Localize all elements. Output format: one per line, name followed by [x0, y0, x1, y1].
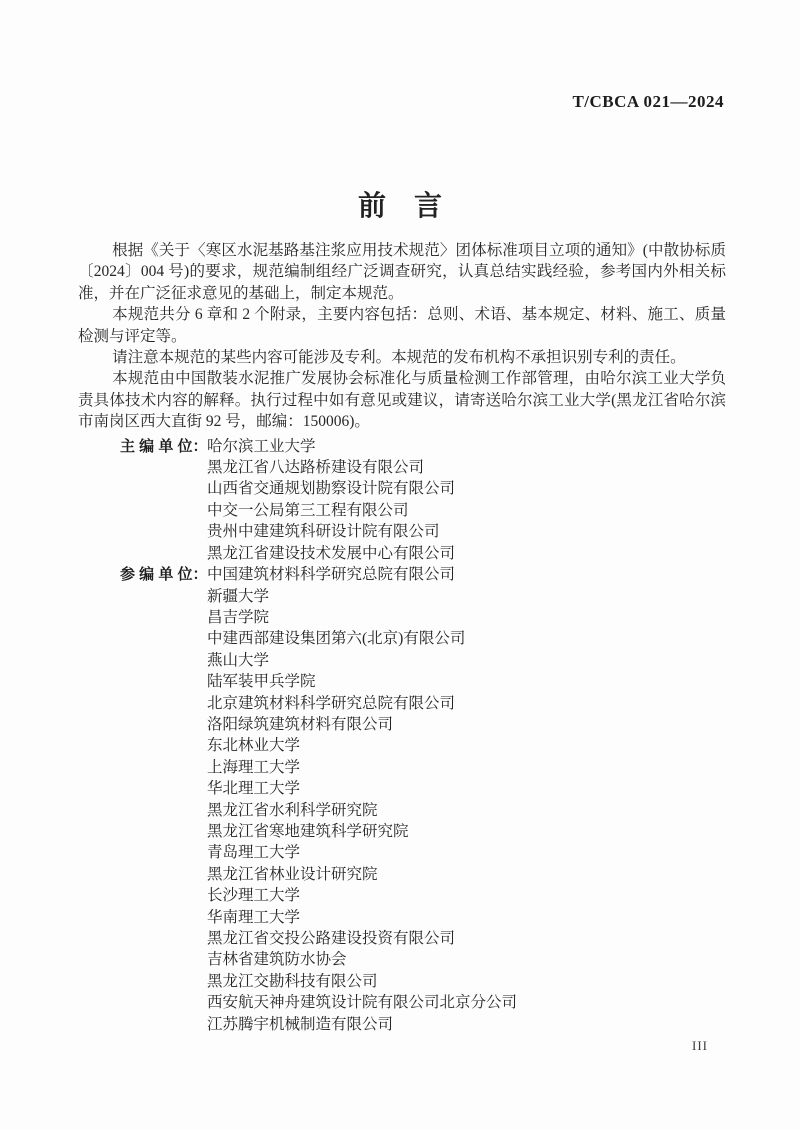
chief-editor-row	[120, 436, 726, 457]
co-editor-row	[120, 1014, 726, 1035]
co-editor-row	[120, 735, 726, 756]
label-spacer	[120, 671, 207, 692]
chief-editor-row	[120, 500, 726, 521]
label-spacer	[120, 500, 207, 521]
paragraph-patent-notice: 请注意本规范的某些内容可能涉及专利。本规范的发布机构不承担识别专利的责任。	[112, 349, 686, 367]
label-spacer	[120, 693, 207, 714]
label-spacer	[120, 457, 207, 478]
page-number: III	[692, 1038, 708, 1053]
label-spacer	[120, 628, 207, 649]
label-spacer	[120, 757, 207, 778]
unit-name: 昌吉学院	[207, 608, 270, 626]
label-spacer	[120, 735, 207, 756]
unit-name: 山西省交通规划勘察设计院有限公司	[207, 480, 456, 498]
paragraph-basis: 根据《关于〈寒区水泥基路基注浆应用技术规范〉团体标准项目立项的通知》(中散协标质〔2024〕004 号)的要求，规范编制组经广泛调查研究，认真总结实践经验，参考国内外相关标准，并在广泛征求意见的基础上，制定本规范。	[78, 242, 726, 302]
chief-editor-row	[120, 457, 726, 478]
unit-name: 燕山大学	[207, 651, 270, 669]
unit-name: 上海理工大学	[207, 758, 301, 776]
label-spacer	[120, 778, 207, 799]
unit-name: 黑龙江省水利科学研究院	[207, 801, 378, 819]
chief-editor-row	[120, 543, 726, 564]
label-spacer	[120, 971, 207, 992]
co-editor-row	[120, 928, 726, 949]
label-spacer	[120, 800, 207, 821]
label-spacer	[120, 928, 207, 949]
co-editor-row	[120, 949, 726, 970]
label-spacer	[120, 1014, 207, 1035]
co-editor-row	[120, 671, 726, 692]
unit-name: 贵州中建建筑科研设计院有限公司	[207, 523, 440, 541]
label-spacer	[120, 821, 207, 842]
co-editor-row	[120, 842, 726, 863]
co-editors-label: 参 编 单 位：	[120, 566, 208, 584]
co-editor-row	[120, 628, 726, 649]
co-editor-row	[120, 757, 726, 778]
label-spacer	[120, 478, 207, 499]
unit-name: 陆军装甲兵学院	[207, 673, 316, 691]
unit-name: 黑龙江省交投公路建设投资有限公司	[207, 930, 456, 947]
co-editor-row	[120, 864, 726, 885]
label-spacer	[120, 586, 207, 607]
unit-name: 长沙理工大学	[207, 887, 301, 905]
paragraph-scope: 本规范共分 6 章和 2 个附录，主要内容包括：总则、术语、基本规定、材料、施工、质量检测与评定等。	[78, 306, 726, 345]
page-title: 前 言	[357, 189, 442, 221]
label-spacer	[120, 864, 207, 885]
co-editor-row	[120, 971, 726, 992]
unit-name: 吉林省建筑防水协会	[207, 951, 347, 969]
chief-editor-row	[120, 521, 726, 542]
label-spacer	[120, 521, 207, 542]
co-editor-row	[120, 778, 726, 799]
unit-name: 中交一公局第三工程有限公司	[207, 501, 409, 519]
unit-name: 华北理工大学	[207, 780, 301, 798]
co-editor-row	[120, 885, 726, 906]
unit-name: 江苏腾宇机械制造有限公司	[207, 1015, 394, 1033]
unit-name: 东北林业大学	[207, 737, 301, 755]
co-editor-row	[120, 992, 726, 1013]
unit-name: 黑龙江交勘科技有限公司	[207, 972, 378, 990]
unit-name: 黑龙江省寒地建筑科学研究院	[207, 822, 409, 840]
unit-name: 黑龙江省建设技术发展中心有限公司	[207, 544, 456, 562]
label-spacer	[120, 714, 207, 735]
editing-units-list	[120, 436, 726, 1035]
standard-number: T/CBCA 021—2024	[572, 92, 724, 111]
co-editor-row	[120, 564, 726, 585]
co-editor-row	[120, 607, 726, 628]
unit-name: 新疆大学	[207, 587, 270, 605]
unit-name: 西安航天神舟建筑设计院有限公司北京分公司	[207, 994, 518, 1012]
co-editor-row	[120, 586, 726, 607]
unit-name: 华南理工大学	[207, 908, 301, 926]
co-editor-row	[120, 693, 726, 714]
chief-editors-label: 主 编 单 位：	[120, 437, 208, 455]
unit-name: 哈尔滨工业大学	[207, 437, 316, 455]
foreword-body	[78, 240, 726, 1035]
unit-name: 中国建筑材料科学研究总院有限公司	[207, 566, 456, 584]
unit-name: 洛阳绿筑建筑材料有限公司	[207, 715, 394, 733]
co-editor-row	[120, 650, 726, 671]
unit-name: 中建西部建设集团第六(北京)有限公司	[207, 630, 466, 648]
co-editor-row	[120, 907, 726, 928]
unit-name: 黑龙江省八达路桥建设有限公司	[207, 459, 425, 477]
unit-name: 黑龙江省林业设计研究院	[207, 865, 378, 883]
unit-name: 北京建筑材料科学研究总院有限公司	[207, 694, 456, 712]
co-editor-row	[120, 821, 726, 842]
label-spacer	[120, 885, 207, 906]
paragraph-management: 本规范由中国散装水泥推广发展协会标准化与质量检测工作部管理，由哈尔滨工业大学负责具体技术内容的解释。执行过程中如有意见或建议，请寄送哈尔滨工业大学(黑龙江省哈尔滨市南岗区西大直街 92 号，邮编：150006)。	[78, 370, 726, 431]
co-editor-row	[120, 800, 726, 821]
label-spacer	[120, 949, 207, 970]
label-spacer	[120, 543, 207, 564]
label-spacer	[120, 992, 207, 1013]
co-editor-row	[120, 714, 726, 735]
label-spacer	[120, 907, 207, 928]
unit-name: 青岛理工大学	[207, 844, 301, 862]
label-spacer	[120, 650, 207, 671]
label-spacer	[120, 842, 207, 863]
chief-editor-row	[120, 478, 726, 499]
label-spacer	[120, 607, 207, 628]
